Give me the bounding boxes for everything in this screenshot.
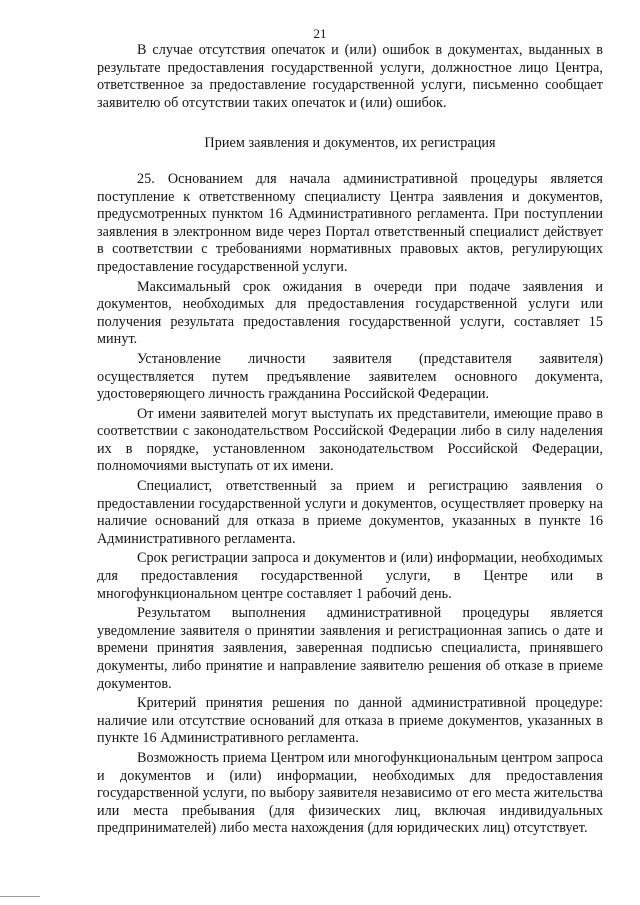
paragraph-typo-absence-notice: В случае отсутствия опечаток и (или) ошибок в документах, выданных в результате предоставления государственной услуги, должностное лицо Центра, ответственное за предоставление государственной услуги, письменно сообщает заявителю об отсутствии таких опечаток и (или) ошибок. bbox=[97, 42, 603, 111]
paragraph-specialist-check: Специалист, ответственный за прием и регистрацию заявления о предоставлении государственной услуги и документов, осуществляет проверку на наличие оснований для отказа в приеме документов, указанных в пункте 16 Административного регламента. bbox=[97, 478, 603, 547]
scan-edge-line bbox=[0, 896, 40, 897]
page-number: 21 bbox=[313, 26, 327, 41]
paragraph-registration-period: Срок регистрации запроса и документов и (или) информации, необходимых для предоставления государственной услуги, в Центре или в многофункциональном центре составляет 1 рабочий день. bbox=[97, 550, 603, 602]
section-heading: Прием заявления и документов, их регистрация bbox=[204, 135, 496, 152]
paragraph-item-25: 25. Основанием для начала административной процедуры является поступление к ответственному специалисту Центра заявления и документов, предусмотренных пунктом 16 Административного регламента. При поступлении заявления в электронном виде через Портал ответственный специалист действует в соответствии с требованиями нормативных правовых актов, регулирующих предоставление государственной услуги. bbox=[97, 170, 603, 275]
paragraph-identity-verification: Установление личности заявителя (представителя заявителя) осуществляется путем предъявление заявителем основного документа, удостоверяющего личность гражданина Российской Федерации. bbox=[97, 350, 603, 403]
paragraph-max-waiting-time: Максимальный срок ожидания в очереди при подаче заявления и документов, необходимых для предоставления государственной услуги или получения результата предоставления государственной услуги, составляет 15 минут. bbox=[97, 278, 603, 348]
paragraph-representatives: От имени заявителей могут выступать их представители, имеющие право в соответствии с законодательством Российской Федерации либо в силу наделения их в порядке, установленном законодательством Российской Федерации, полномочиями выступать от их имени. bbox=[97, 405, 603, 475]
document-body bbox=[97, 42, 603, 838]
paragraph-extraterritorial-reception: Возможность приема Центром или многофункциональным центром запроса и документов и (или) информации, необходимых для предоставления государственной услуги, по выбору заявителя независимо от его места жительства или места пребывания (для физических лиц, включая индивидуальных предпринимателей) либо места нахождения (для юридических лиц) отсутствует. bbox=[97, 749, 603, 837]
paragraph-procedure-result: Результатом выполнения административной процедуры является уведомление заявителя о принятии заявления и регистрационная запись о дате и времени принятия заявления, заверенная подписью специалиста, принявшего документы, либо принятие и направление заявителю решения об отказе в приеме документов. bbox=[97, 605, 603, 692]
paragraph-decision-criterion: Критерий принятия решения по данной административной процедуре: наличие или отсутствие оснований для отказа в приеме документов, указанных в пункте 16 Административного регламента. bbox=[97, 695, 603, 747]
